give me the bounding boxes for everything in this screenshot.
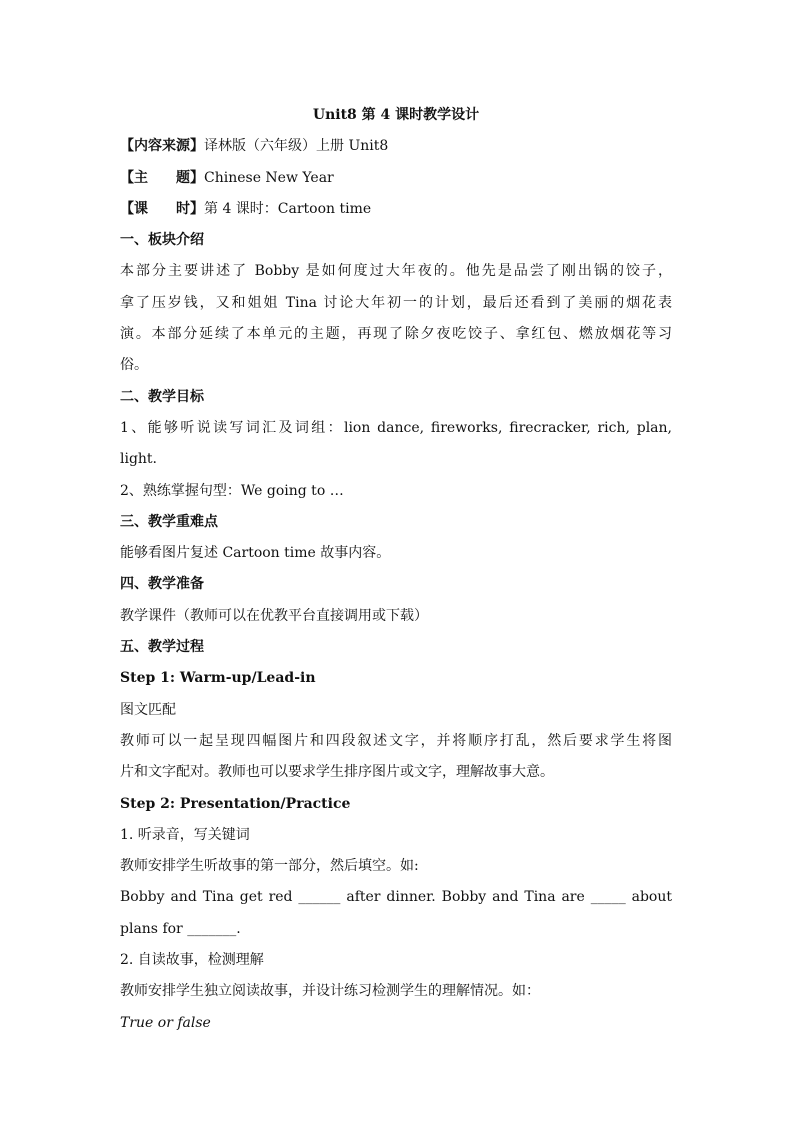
meta-topic-value: Chinese New Year	[204, 169, 334, 186]
meta-topic	[120, 163, 672, 194]
meta-source-label: 【内容来源】	[120, 138, 204, 155]
exercise-label: True or false	[120, 1014, 211, 1031]
paragraph-line: 2、熟练掌握句型：We going to …	[120, 482, 344, 499]
section-heading-4: 四、教学准备	[120, 576, 204, 593]
document-title: Unit8 第 4 课时教学设计	[312, 107, 480, 123]
meta-period-value: 第 4 课时：Cartoon time	[204, 200, 372, 217]
step-heading-1: Step 1: Warm-up/Lead-in	[120, 670, 316, 687]
meta-period-label: 【课 时】	[120, 200, 204, 217]
meta-source	[120, 131, 672, 162]
meta-source-value: 译林版（六年级）上册 Unit8	[204, 138, 389, 155]
paragraph-line: 片和文字配对。教师也可以要求学生排序图片或文字，理解故事大意。	[120, 764, 554, 781]
list-item-1: 1. 听录音，写关键词	[120, 826, 250, 843]
paragraph-line: 教师安排学生听故事的第一部分，然后填空。如:	[120, 858, 419, 875]
paragraph-line: 演。本部分延续了本单元的主题，再现了除夕夜吃饺子、拿红包、燃放烟花等习	[120, 326, 672, 343]
paragraph-line: Bobby and Tina get red ______ after dinner. Bobby and Tina are _____ about	[120, 889, 672, 906]
paragraph-line: 俗。	[120, 357, 148, 374]
paragraph-line: 1、能够听说读写词汇及词组：lion dance, fireworks, firecracker, rich, plan,	[120, 419, 672, 436]
document-body	[120, 100, 672, 1039]
section-heading-2: 二、教学目标	[120, 388, 204, 405]
step-heading-2: Step 2: Presentation/Practice	[120, 795, 351, 812]
paragraph-line: 教师可以一起呈现四幅图片和四段叙述文字，并将顺序打乱，然后要求学生将图	[120, 732, 672, 749]
list-item-2: 2. 自读故事，检测理解	[120, 952, 264, 969]
meta-period	[120, 194, 672, 225]
paragraph-line: 能够看图片复述 Cartoon time 故事内容。	[120, 545, 391, 562]
section-heading-5: 五、教学过程	[120, 639, 204, 656]
paragraph-line: plans for _______.	[120, 920, 241, 937]
meta-topic-label: 【主 题】	[120, 169, 204, 186]
section-heading-1: 一、板块介绍	[120, 232, 204, 249]
paragraph-line: 拿了压岁钱，又和姐姐 Tina 讨论大年初一的计划，最后还看到了美丽的烟花表	[120, 294, 672, 311]
step-subheading: 图文匹配	[120, 701, 176, 718]
paragraph-line: light.	[120, 451, 158, 468]
paragraph-line: 本部分主要讲述了 Bobby 是如何度过大年夜的。他先是品尝了刚出锅的饺子，	[120, 263, 672, 280]
paragraph-line: 教学课件（教师可以在优教平台直接调用或下载）	[120, 607, 428, 624]
section-heading-3: 三、教学重难点	[120, 513, 218, 530]
paragraph-line: 教师安排学生独立阅读故事，并设计练习检测学生的理解情况。如：	[120, 983, 540, 1000]
